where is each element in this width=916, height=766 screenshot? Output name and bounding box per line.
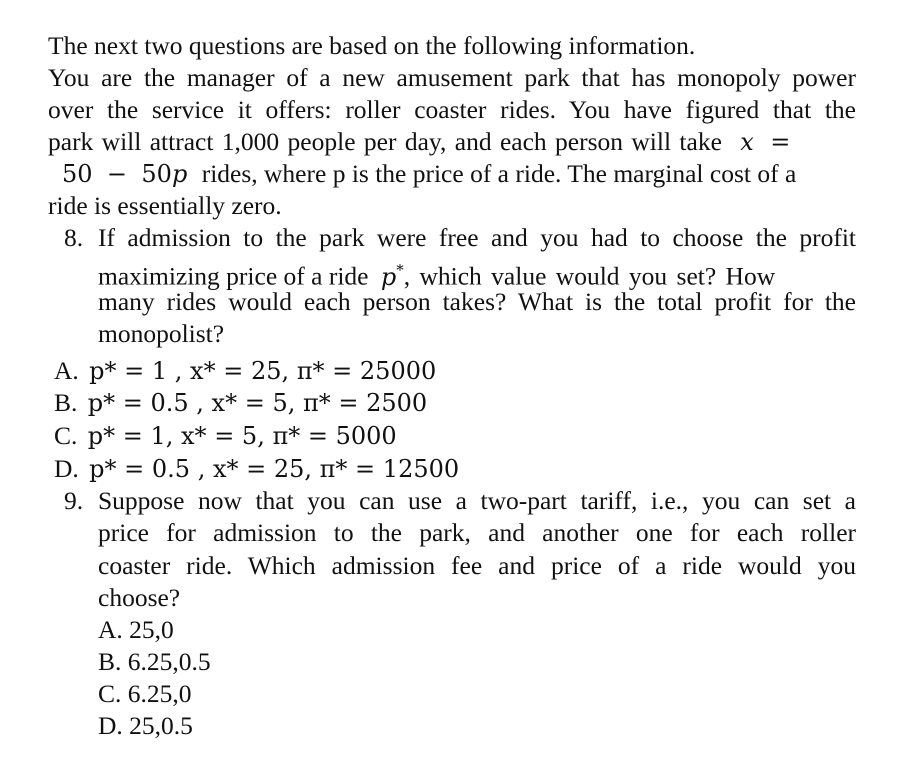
q9-line-4: choose? xyxy=(98,583,181,612)
option-letter: D. xyxy=(98,711,123,740)
math-number-50a: 50 xyxy=(62,160,93,188)
q8-option-c[interactable] xyxy=(54,420,397,452)
option-letter: B. xyxy=(98,647,122,676)
q8-line-2-text-a: maximizing price of a ride xyxy=(98,261,369,291)
option-math: p* = 0.5 , x* = 25, π* = 12500 xyxy=(89,455,460,483)
math-minus: − xyxy=(106,160,128,188)
math-variable-p: p xyxy=(171,160,188,188)
option-letter: D. xyxy=(54,454,79,483)
q8-number: 8. xyxy=(64,223,84,252)
option-math: p* = 1 , x* = 25, π* = 25000 xyxy=(89,357,437,385)
q8-option-b[interactable] xyxy=(54,387,427,419)
intro-line-5-text: rides, where p is the price of a ride. The marginal cost of a xyxy=(201,159,797,188)
option-math: p* = 0.5 , x* = 5, π* = 2500 xyxy=(87,389,428,417)
option-value: 25,0.5 xyxy=(129,711,193,740)
q8-line-1: If admission to the park were free and you had to choose the profit xyxy=(98,223,856,252)
option-letter: A. xyxy=(98,615,123,644)
math-variable-p-star: p xyxy=(380,262,397,291)
option-value: 6.25,0.5 xyxy=(127,647,211,676)
intro-line-1: The next two questions are based on the following information. xyxy=(48,31,696,60)
intro-line-4-text: park will attract 1,000 people per day, and each person will take xyxy=(48,127,722,156)
intro-line-6: ride is essentially zero. xyxy=(48,191,282,220)
math-equals: = xyxy=(770,128,791,156)
q8-line-3: many rides would each person takes? What is the total profit for the xyxy=(98,287,856,316)
option-value: 25,0 xyxy=(129,615,174,644)
math-variable-x: x xyxy=(740,128,754,156)
q8-option-a[interactable] xyxy=(54,355,436,387)
intro-line-3: over the service it offers: roller coaster rides. You have figured that the xyxy=(48,95,856,124)
q9-option-d[interactable] xyxy=(98,710,193,742)
q8-line-2-text-b: , which value would you set? How xyxy=(403,261,776,291)
q9-option-b[interactable] xyxy=(98,646,211,678)
intro-line-2: You are the manager of a new amusement park that has monopoly power xyxy=(48,63,856,92)
option-letter: A. xyxy=(54,356,79,385)
q9-line-3: coaster ride. Which admission fee and price of a ride would you xyxy=(98,551,856,580)
option-math: p* = 1, x* = 5, π* = 5000 xyxy=(87,422,397,450)
math-superscript-star: * xyxy=(396,261,404,279)
intro-line-5 xyxy=(62,158,858,190)
q9-line-2: price for admission to the park, and another one for each roller xyxy=(98,518,856,547)
option-value: 6.25,0 xyxy=(127,679,192,708)
option-letter: C. xyxy=(98,679,122,708)
intro-line-4 xyxy=(48,126,858,158)
option-letter: B. xyxy=(54,388,78,417)
q9-number: 9. xyxy=(64,486,84,515)
q9-option-a[interactable] xyxy=(98,614,174,646)
q9-option-c[interactable] xyxy=(98,678,192,710)
q8-line-2 xyxy=(98,254,858,291)
q8-option-d[interactable] xyxy=(54,453,459,485)
option-letter: C. xyxy=(54,421,78,450)
q8-line-4: monopolist? xyxy=(98,319,225,348)
q9-line-1: Suppose now that you can use a two-part tariff, i.e., you can set a xyxy=(98,486,856,515)
math-number-50b: 50 xyxy=(141,160,172,188)
